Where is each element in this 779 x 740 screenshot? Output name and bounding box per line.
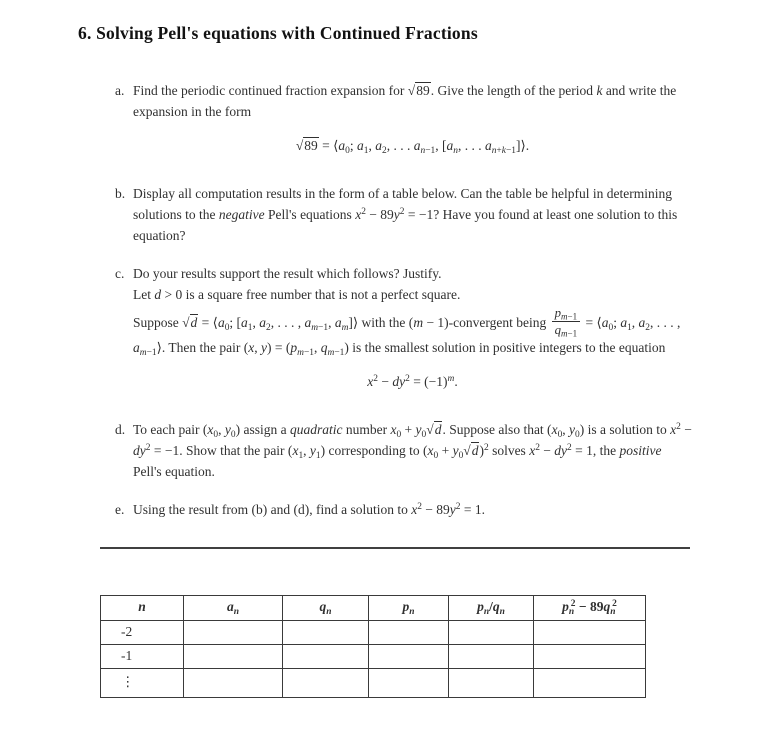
table-header-row xyxy=(101,595,646,620)
cell-n: -1 xyxy=(101,644,184,668)
item-e-body xyxy=(133,500,692,521)
col-header-q-n: $q_n$ xyxy=(283,595,369,620)
cell-pell-value xyxy=(534,620,646,644)
cell-a-n xyxy=(184,668,283,697)
cell-a-n xyxy=(184,620,283,644)
item-a-label: a. xyxy=(115,83,125,99)
problem-list xyxy=(115,81,692,520)
item-a-equation: $√89 = ⟨a_0$; $a_1$, $a_2$, . . . $a_{n-1}$, [$a_n$, . . . $a_{n+k-1}]⟩$. xyxy=(295,137,530,156)
cell-a-n xyxy=(184,644,283,668)
item-e xyxy=(115,500,692,521)
cell-p-n xyxy=(369,620,449,644)
item-e-text: Using the result from (b) and (d), find a solution to $x^2 - 89y^2 = 1$. xyxy=(133,501,486,517)
item-c-statement xyxy=(133,306,692,359)
col-header-n: n xyxy=(101,595,184,620)
item-a xyxy=(115,81,692,167)
item-c-line2: Let d > 0 is a square free number that is not a perfect square. xyxy=(133,286,461,302)
fraction-denominator: $q_{m-1}$ xyxy=(554,323,578,339)
item-b xyxy=(115,184,692,247)
results-table xyxy=(100,595,646,698)
cell-p-over-q xyxy=(449,644,534,668)
cell-q-n xyxy=(283,644,369,668)
item-c-line1: Do your results support the result which follows? Justify. xyxy=(133,265,442,281)
col-header-p-over-q: $p_n/q_n$ xyxy=(449,595,534,620)
cell-q-n xyxy=(283,668,369,697)
item-c-body xyxy=(133,264,692,403)
item-d-body xyxy=(133,420,692,483)
item-c-label: c. xyxy=(115,265,125,281)
item-b-body xyxy=(133,184,692,247)
section-title: 6. Solving Pell's equations with Continued Fractions xyxy=(78,23,478,43)
item-d xyxy=(115,420,692,483)
col-header-a-n: $a_n$ xyxy=(184,595,283,620)
item-c-equation: $x^2 - dy^2 = (-1)^m$. xyxy=(367,373,458,389)
item-b-label: b. xyxy=(115,185,126,201)
col-header-pell-value: $p_n^2 - 89q_n^2$ xyxy=(534,595,646,620)
item-a-body xyxy=(133,81,692,167)
table-row xyxy=(101,644,646,668)
table-row xyxy=(101,668,646,697)
table-row xyxy=(101,620,646,644)
horizontal-rule xyxy=(100,547,690,549)
cell-pell-value xyxy=(534,668,646,697)
item-d-text: To each pair ($x_0$, $y_0$) assign a quadratic number $x_0 + y_0√d$. Suppose also that ($x_0$, $y_0$) is a solution to $x^2 - dy^2 = -1$. Show that the pair ($x_1$, $y_1$) corresponding to $(x_0 + y_0√d)^2$ solves $x^2 - dy^2 = 1$, the positive Pell's equation. xyxy=(133,421,692,479)
cell-p-over-q xyxy=(449,620,534,644)
item-c-statement-start: Suppose $√d = ⟨a_0$; [$a_1$, $a_2$, . . . , $a_{m-1}$, $a_m]⟩$ with the (m − 1)-convergent being xyxy=(133,314,547,333)
cell-pell-value xyxy=(534,644,646,668)
cell-p-over-q xyxy=(449,668,534,697)
fraction-numerator: $p_{m-1}$ xyxy=(552,306,580,323)
vdots-cell: ⋮ xyxy=(101,668,184,697)
item-e-label: e. xyxy=(115,501,125,517)
cell-p-n xyxy=(369,668,449,697)
item-b-text: Display all computation results in the form of a table below. Can the table be helpful in determining solutions to the negative Pell's equations $x^2 - 89y^2 = -1$? Have you found at least one solution to this equation? xyxy=(133,185,678,243)
item-c xyxy=(115,264,692,403)
cell-p-n xyxy=(369,644,449,668)
convergent-fraction xyxy=(552,306,580,339)
cell-q-n xyxy=(283,620,369,644)
item-d-label: d. xyxy=(115,421,126,437)
item-c-statement-end: = $⟨a_0$; $a_1$, $a_2$, . . . , $a_{m-1}⟩$. Then the pair (x, $y) = (p_{m-1}$, $q_{m-1}$) is the smallest solution in positive integers to the equation xyxy=(133,314,681,358)
item-a-text: Find the periodic continued fraction expansion for √89. Give the length of the period k and write the expansion in the form xyxy=(133,83,677,120)
cell-n: -2 xyxy=(101,620,184,644)
col-header-p-n: $p_n$ xyxy=(369,595,449,620)
